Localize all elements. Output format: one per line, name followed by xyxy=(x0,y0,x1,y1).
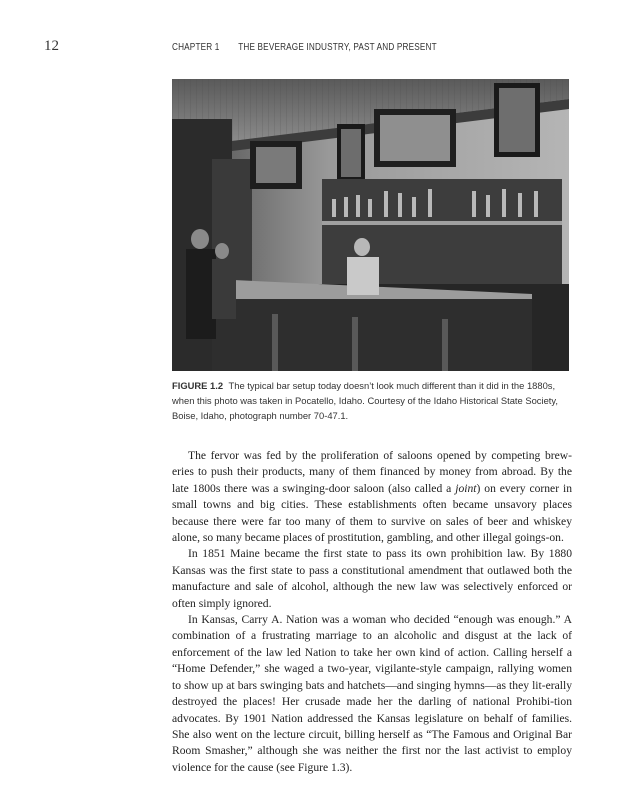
saloon-photo xyxy=(172,79,569,371)
paragraph-1-part-a: The fervor was fed by the proliferation of saloons opened by competing brew-eries to push their products, many of them financed by money from abroad. By the late 1800s there was a swinging-door saloon (also called a xyxy=(172,449,572,495)
chapter-title: THE BEVERAGE INDUSTRY, PAST AND PRESENT xyxy=(238,42,437,53)
paragraph-1-emphasis: joint xyxy=(455,481,477,495)
paragraph-3: In Kansas, Carry A. Nation was a woman who decided “enough was enough.” A combination of a frustrating marriage to an alcoholic and disgust at the lack of enforcement of the law led Nation to take her own kind of action. Calling herself a “Home Defender,” she waged a two-year, vigilante-style campaign, rallying women to show up at bars swinging bats and hatchets—and singing hymns—as they lit-erally destroyed the places! Her crusade made her the darling of national Prohibi-tion advocates. By 1901 Nation addressed the Kansas legislature on behalf of families. She also went on the lecture circuit, billing herself as “The Famous and Original Bar Room Smasher,” although she was neither the first nor the last activist to employ violence for the cause (see Figure 1.3). xyxy=(172,613,572,774)
running-head xyxy=(172,42,437,53)
paragraph-1-part-b: ) on every corner in small towns and big cities. These establishments often became unsavory places because there were far too many of them to survive on sales of beer and whiskey alone, so many became places of prostitution, gambling, and other illegal goings-on. xyxy=(172,481,573,545)
page-number: 12 xyxy=(44,38,59,54)
paragraph-1 xyxy=(172,448,572,546)
figure-caption-text: The typical bar setup today doesn’t look much different than it did in the 1880s, when this photo was taken in Pocatello, Idaho. Courtesy of the Idaho Historical State Society, Boise, Idaho, photograph number 70-47.1. xyxy=(172,380,558,421)
body-text xyxy=(172,448,572,776)
figure-caption xyxy=(172,378,574,423)
figure-label: FIGURE 1.2 xyxy=(172,380,224,391)
chapter-label: CHAPTER 1 xyxy=(172,42,220,53)
paragraph-2: In 1851 Maine became the first state to pass its own prohibition law. By 1880 Kansas was the first state to pass a constitutional amendment that outlawed both the manufacture and sale of alcohol, although the new law was selectively enforced or often simply ignored. xyxy=(172,547,572,610)
